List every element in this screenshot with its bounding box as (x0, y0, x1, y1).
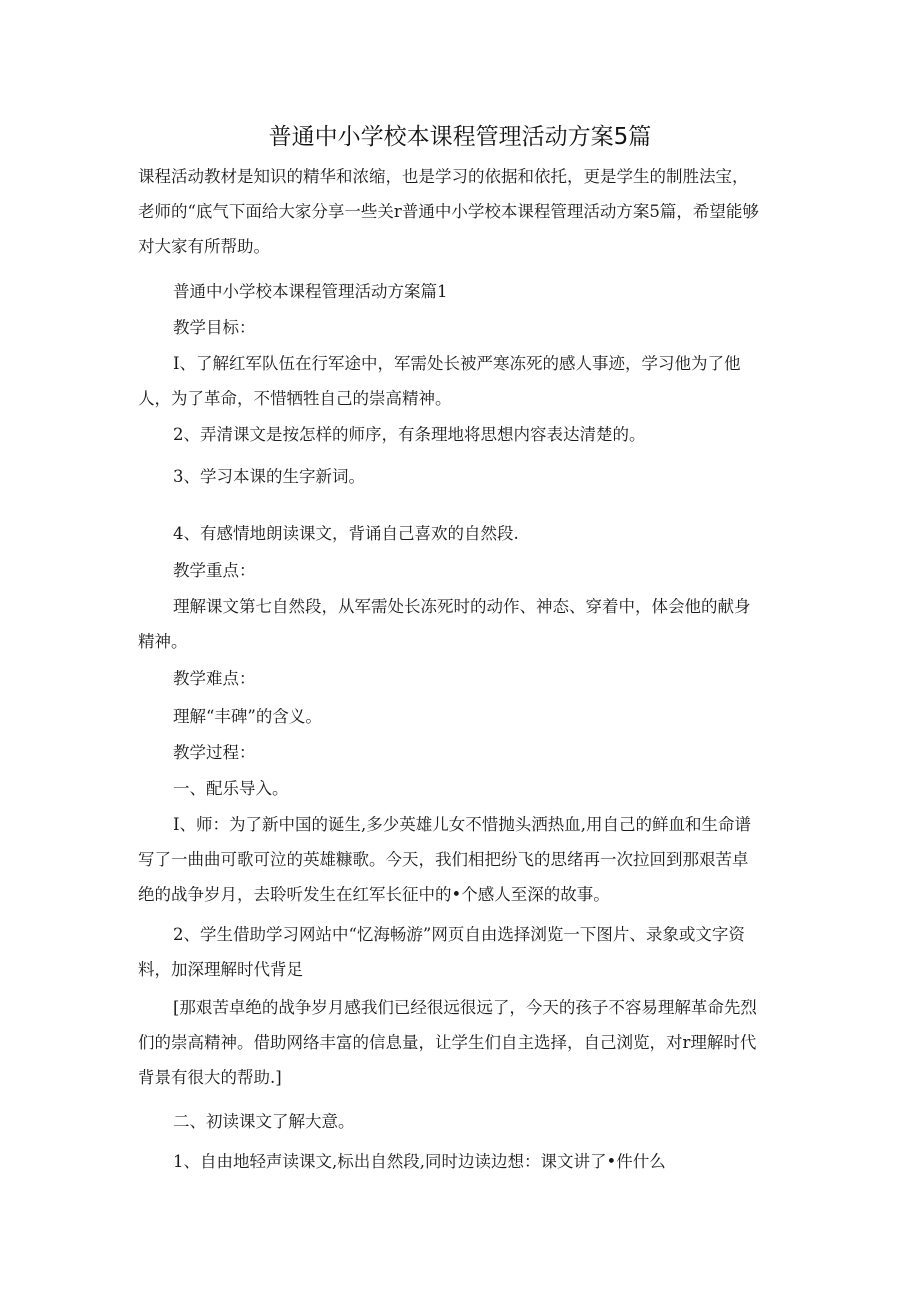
step-1-item-1-line-1: I、师：为了新中国的诞生,多少英雄儿女不惜抛头洒热血,用自己的鲜血和生命谱 (173, 815, 752, 834)
goals-label: 教学目标： (173, 318, 256, 337)
step-1-note-line-3: 背景有很大的帮助.] (138, 1068, 282, 1087)
step-1-item-1-line-3: 绝的战争岁月，去聆听发生在红军长征中的•个感人至深的故事。 (138, 885, 610, 904)
focus-line-2: 精神。 (138, 632, 188, 651)
step-1-note-line-2: 们的崇高精神。借助网络丰富的信息量，让学生们自主选择，自己浏览，对r理解时代 (138, 1033, 757, 1052)
step-1-item-1-line-2: 写了一曲曲可歌可泣的英雄糠歌。今天，我们相把纷飞的思绪再一次拉回到那艰苦卓 (138, 850, 749, 869)
intro-paragraph (138, 159, 788, 264)
intro-line-3: 对大家有所帮助。 (138, 237, 270, 256)
goal-1 (138, 346, 788, 416)
difficulty-text: 理解“丰碑”的含义。 (173, 707, 322, 726)
goal-1-line-2: 人，为了革命，不惜牺牲自己的崇高精神。 (138, 389, 452, 408)
step-1-item-2 (138, 917, 788, 987)
document-title: 普通中小学校本课程管理活动方案5篇 (268, 124, 652, 150)
goal-1-line-1: I、了解红军队伍在行军途中，军需处长被严寒冻死的感人事迹，学习他为了他 (173, 354, 741, 373)
step-2-item-1: 1、自由地轻声读课文,标出自然段,同时边读边想：课文讲了•件什么 (173, 1152, 666, 1171)
step-2-heading: 二、初读课文了解大意。 (173, 1112, 355, 1131)
step-1-item-2-line-2: 料，加深理解时代背足 (138, 960, 303, 979)
intro-line-1: 课程活动教材是知识的精华和浓缩，也是学习的依据和依托，更是学生的制胜法宝， (138, 167, 749, 186)
section-heading: 普通中小学校本课程管理活动方案篇1 (173, 282, 448, 301)
intro-line-2: 老师的“底气下面给大家分享一些关r普通中小学校本课程管理活动方案5篇，希望能够 (138, 202, 759, 221)
process-label: 教学过程： (173, 743, 256, 762)
difficulty-label: 教学难点： (173, 669, 256, 688)
goal-3: 3、学习本课的生字新词。 (173, 467, 365, 486)
goal-4: 4、有感情地朗读课文，背诵自己喜欢的自然段. (173, 524, 519, 543)
step-1-heading: 一、配乐导入。 (173, 779, 289, 798)
goal-2: 2、弄清课文是按怎样的师序，有条理地将思想内容表达清楚的。 (173, 425, 646, 444)
focus-text (138, 589, 788, 659)
step-1-item-1 (138, 807, 788, 912)
step-1-note-line-1: [那艰苦卓绝的战争岁月感我们已经很远很远了，今天的孩子不容易理解革命先烈 (173, 998, 757, 1017)
focus-label: 教学重点： (173, 561, 256, 580)
step-1-item-2-line-1: 2、学生借助学习网站中“忆海畅游”网页自由选择浏览一下图片、录象或文字资 (173, 925, 745, 944)
focus-line-1: 理解课文第七自然段，从军需处长冻死时的动作、神态、穿着中，体会他的献身 (173, 597, 751, 616)
step-1-note (138, 990, 788, 1095)
